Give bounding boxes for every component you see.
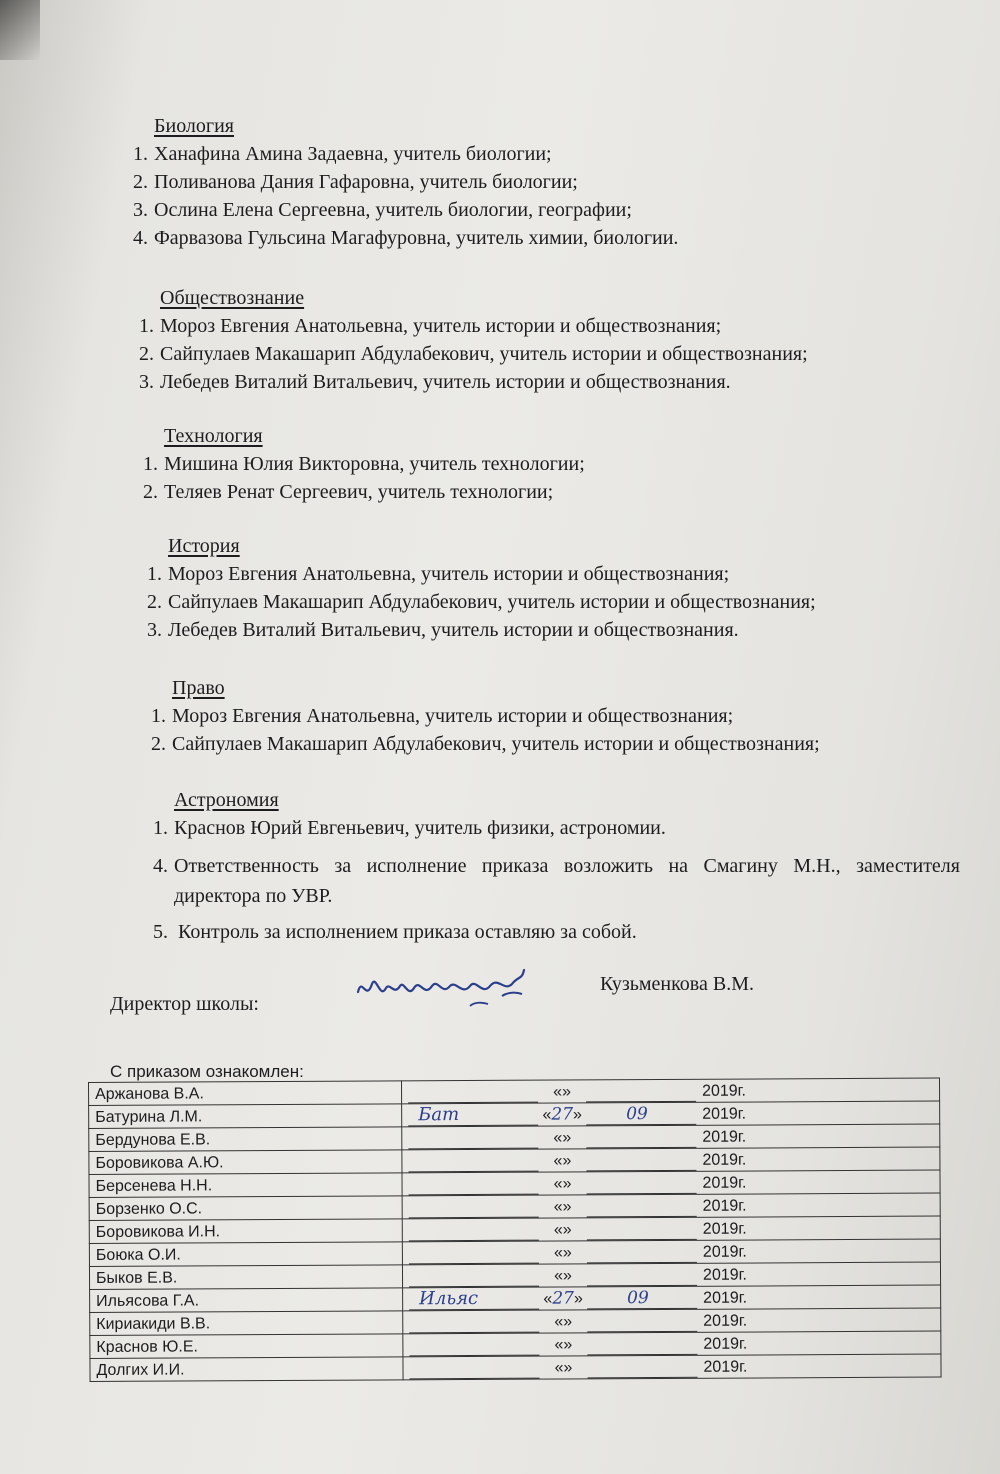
section-title: Технология [164,425,263,447]
item-number: 4. [133,227,148,249]
item-number: 3. [139,371,154,393]
close-quote: » [572,1106,582,1124]
list-item [147,616,816,644]
employee-name: Борзенко О.С. [89,1196,402,1221]
acknowledgement-table [88,1078,942,1382]
list-item [143,478,585,506]
year-suffix: 2019г. [702,1128,747,1146]
close-quote: » [562,1175,572,1193]
employee-name: Берсенева Н.Н. [89,1173,402,1198]
signature-blank[interactable] [408,1176,538,1196]
date-day-field[interactable] [538,1173,586,1194]
list-item [133,168,678,196]
teacher-list [151,702,820,758]
director-name: Кузьменкова В.М. [600,973,754,995]
year-suffix: 2019г. [702,1174,747,1192]
clause-text-line: Ответственность за исполнение приказа возложить на Смагину М.Н., заместителя [174,855,960,877]
close-quote: » [563,1359,573,1377]
director-label: Директор школы: [110,993,259,1015]
signature-blank[interactable] [409,1314,539,1334]
teacher-list [147,560,816,644]
open-quote: « [553,1129,563,1147]
year-suffix: 2019г. [702,1220,747,1238]
item-number: 1. [139,315,154,337]
item-number: 2. [151,733,166,755]
close-quote: » [562,1267,572,1285]
close-quote: » [562,1083,572,1101]
item-number: 2. [139,343,154,365]
close-quote: » [562,1221,572,1239]
section-title: Обществознание [160,287,305,309]
clause-5 [153,918,637,946]
signature-cell[interactable] [402,1101,940,1127]
item-text: Краснов Юрий Евгеньевич, учитель физики, астрономии. [174,817,666,839]
signature-cell[interactable] [402,1262,940,1288]
employee-name: Боровикова И.Н. [89,1219,402,1244]
employee-name: Краснов Ю.Е. [90,1334,403,1359]
year-suffix: 2019г. [702,1105,747,1123]
item-number: 3. [133,199,148,221]
handwritten-month: 09 [626,1104,648,1125]
item-text: Мороз Евгения Анатольевна, учитель истории и обществознания; [160,315,722,337]
year-suffix: 2019г. [702,1243,747,1261]
employee-name: Долгих И.И. [90,1357,403,1382]
item-text: Фарвазова Гульсина Магафуровна, учитель химии, биологии. [154,227,679,249]
date-day-field[interactable] [539,1219,587,1240]
signature-blank[interactable] [409,1360,539,1380]
list-item [133,224,679,252]
open-quote: « [543,1290,553,1308]
handwritten-day: 27 [552,1288,575,1309]
signature-cell[interactable] [403,1308,941,1334]
item-number: 1. [147,563,162,585]
open-quote: « [554,1336,564,1354]
item-number: 1. [153,817,168,839]
date-month-field[interactable] [586,1083,696,1103]
item-text: Сайпулаев Макашарип Абдулабекович, учитель истории и обществознания; [172,733,820,755]
list-item [139,312,808,340]
item-text: Ослина Елена Сергеевна, учитель биологии, географии; [154,199,632,221]
teacher-list [139,312,808,396]
date-day-field[interactable] [539,1311,587,1332]
item-text: Поливанова Дания Гафаровна, учитель биологии; [154,171,578,193]
date-month-field[interactable] [587,1221,697,1241]
signature-cell[interactable] [403,1331,941,1357]
date-month-field[interactable] [587,1198,697,1218]
handwritten-signature: Бат [418,1104,460,1126]
signature-blank[interactable] [408,1153,538,1173]
employee-name: Батурина Л.М. [89,1104,402,1129]
close-quote: » [563,1313,573,1331]
list-item [139,368,808,396]
handwritten-signature-icon [352,962,532,1022]
close-quote: » [563,1336,573,1354]
employee-name: Боюка О.И. [89,1242,402,1267]
item-text: Лебедев Виталий Витальевич, учитель истории и обществознания. [168,619,739,641]
employee-name: Бердунова Е.В. [89,1127,402,1152]
close-quote: » [562,1198,572,1216]
date-month-field[interactable] [586,1129,696,1149]
open-quote: « [554,1313,564,1331]
handwritten-month: 09 [627,1288,649,1309]
teacher-list [133,140,679,252]
year-suffix: 2019г. [703,1358,748,1376]
signature-cell[interactable] [403,1285,941,1311]
section-technology [143,422,585,506]
item-text: Лебедев Виталий Витальевич, учитель истории и обществознания. [160,371,731,393]
handwritten-signature: Ильяс [419,1287,479,1310]
section-law [151,674,820,758]
signature-blank[interactable] [409,1268,539,1288]
list-item [147,560,816,588]
date-day-field[interactable] [539,1196,587,1217]
list-item [133,196,678,224]
year-suffix: 2019г. [702,1197,747,1215]
date-month-field[interactable] [586,1106,696,1126]
signature-cell[interactable] [402,1216,940,1242]
table-row [90,1354,941,1381]
open-quote: « [553,1083,563,1101]
date-day-field[interactable] [539,1242,587,1263]
item-text: Мороз Евгения Анатольевна, учитель истории и обществознания; [172,705,734,727]
list-item [133,140,678,168]
signature-cell[interactable] [403,1354,941,1380]
date-month-field[interactable] [587,1359,697,1379]
year-suffix: 2019г. [702,1151,747,1169]
signature-blank[interactable] [409,1337,539,1357]
item-text: Мороз Евгения Анатольевна, учитель истории и обществознания; [168,563,730,585]
date-month-field[interactable] [586,1152,696,1172]
open-quote: « [542,1106,552,1124]
signature-blank[interactable] [409,1222,539,1242]
year-suffix: 2019г. [703,1289,748,1307]
list-item [153,814,666,842]
list-item [151,730,820,758]
employee-name: Боровикова А.Ю. [89,1150,402,1175]
open-quote: « [553,1175,563,1193]
clause-text-line: директора по УВР. [174,885,333,907]
list-item [139,340,808,368]
date-day-field[interactable] [538,1127,586,1148]
date-day-field[interactable] [538,1150,586,1171]
acknowledgement-label: С приказом ознакомлен: [110,1062,304,1081]
signature-cell[interactable] [402,1193,940,1219]
signature-cell[interactable] [402,1239,940,1265]
year-suffix: 2019г. [703,1335,748,1353]
open-quote: « [553,1221,563,1239]
item-text: Сайпулаев Макашарип Абдулабекович, учитель истории и обществознания; [168,591,816,613]
date-month-field[interactable] [587,1290,697,1310]
clause-number: 5. [153,921,168,943]
item-number: 2. [147,591,162,613]
clause-number: 4. [153,855,168,877]
date-day-field[interactable] [538,1104,586,1125]
open-quote: « [553,1244,563,1262]
list-item [151,702,820,730]
date-month-field[interactable] [587,1267,697,1287]
signature-blank[interactable] [409,1245,539,1265]
section-social-studies [139,284,808,396]
signature-blank[interactable] [408,1084,538,1104]
section-title: История [168,535,240,557]
item-number: 1. [151,705,166,727]
open-quote: « [554,1267,564,1285]
signature-blank[interactable] [408,1130,538,1150]
clause-4 [153,852,960,910]
close-quote: » [562,1129,572,1147]
date-day-field[interactable] [539,1288,587,1309]
close-quote: » [573,1290,583,1308]
section-biology [133,112,679,252]
date-month-field[interactable] [587,1336,697,1356]
date-day-field[interactable] [539,1357,587,1378]
signature-blank[interactable] [408,1104,538,1127]
signature-cell[interactable] [402,1124,940,1150]
date-day-field[interactable] [539,1265,587,1286]
date-month-field[interactable] [587,1244,697,1264]
handwritten-day: 27 [551,1104,574,1125]
item-text: Сайпулаев Макашарип Абдулабекович, учитель истории и обществознания; [160,343,808,365]
open-quote: « [553,1152,563,1170]
item-number: 3. [147,619,162,641]
date-month-field[interactable] [586,1175,696,1195]
item-text: Ханафина Амина Задаевна, учитель биологии; [154,143,552,165]
open-quote: « [553,1198,563,1216]
employee-name: Аржанова В.А. [89,1081,402,1106]
employee-name: Ильясова Г.А. [90,1288,403,1313]
date-month-field[interactable] [587,1313,697,1333]
item-number: 1. [143,453,158,475]
year-suffix: 2019г. [702,1082,747,1100]
list-item [147,588,816,616]
date-day-field[interactable] [539,1334,587,1355]
section-title: Астрономия [174,789,279,811]
signature-cell[interactable] [402,1147,940,1173]
item-number: 1. [133,143,148,165]
year-suffix: 2019г. [702,1266,747,1284]
section-history [147,532,816,644]
item-number: 2. [133,171,148,193]
item-text: Мишина Юлия Викторовна, учитель технологии; [164,453,585,475]
teacher-list [153,814,666,842]
open-quote: « [554,1359,564,1377]
section-title: Биология [154,115,235,137]
director-signature [352,962,532,1022]
year-suffix: 2019г. [703,1312,748,1330]
clause-text-line: Контроль за исполнением приказа оставляю за собой. [178,921,637,943]
signature-cell[interactable] [401,1078,939,1104]
teacher-list [143,450,585,506]
close-quote: » [562,1152,572,1170]
item-text: Теляев Ренат Сергеевич, учитель технологии; [164,481,554,503]
signature-blank[interactable] [409,1287,539,1311]
signature-blank[interactable] [409,1199,539,1219]
signature-cell[interactable] [402,1170,940,1196]
section-astronomy [153,786,666,842]
list-item [143,450,585,478]
item-number: 2. [143,481,158,503]
employee-name: Быков Е.В. [89,1265,402,1290]
employee-name: Кириакиди В.В. [90,1311,403,1336]
close-quote: » [562,1244,572,1262]
date-day-field[interactable] [538,1081,586,1102]
section-title: Право [172,677,225,699]
